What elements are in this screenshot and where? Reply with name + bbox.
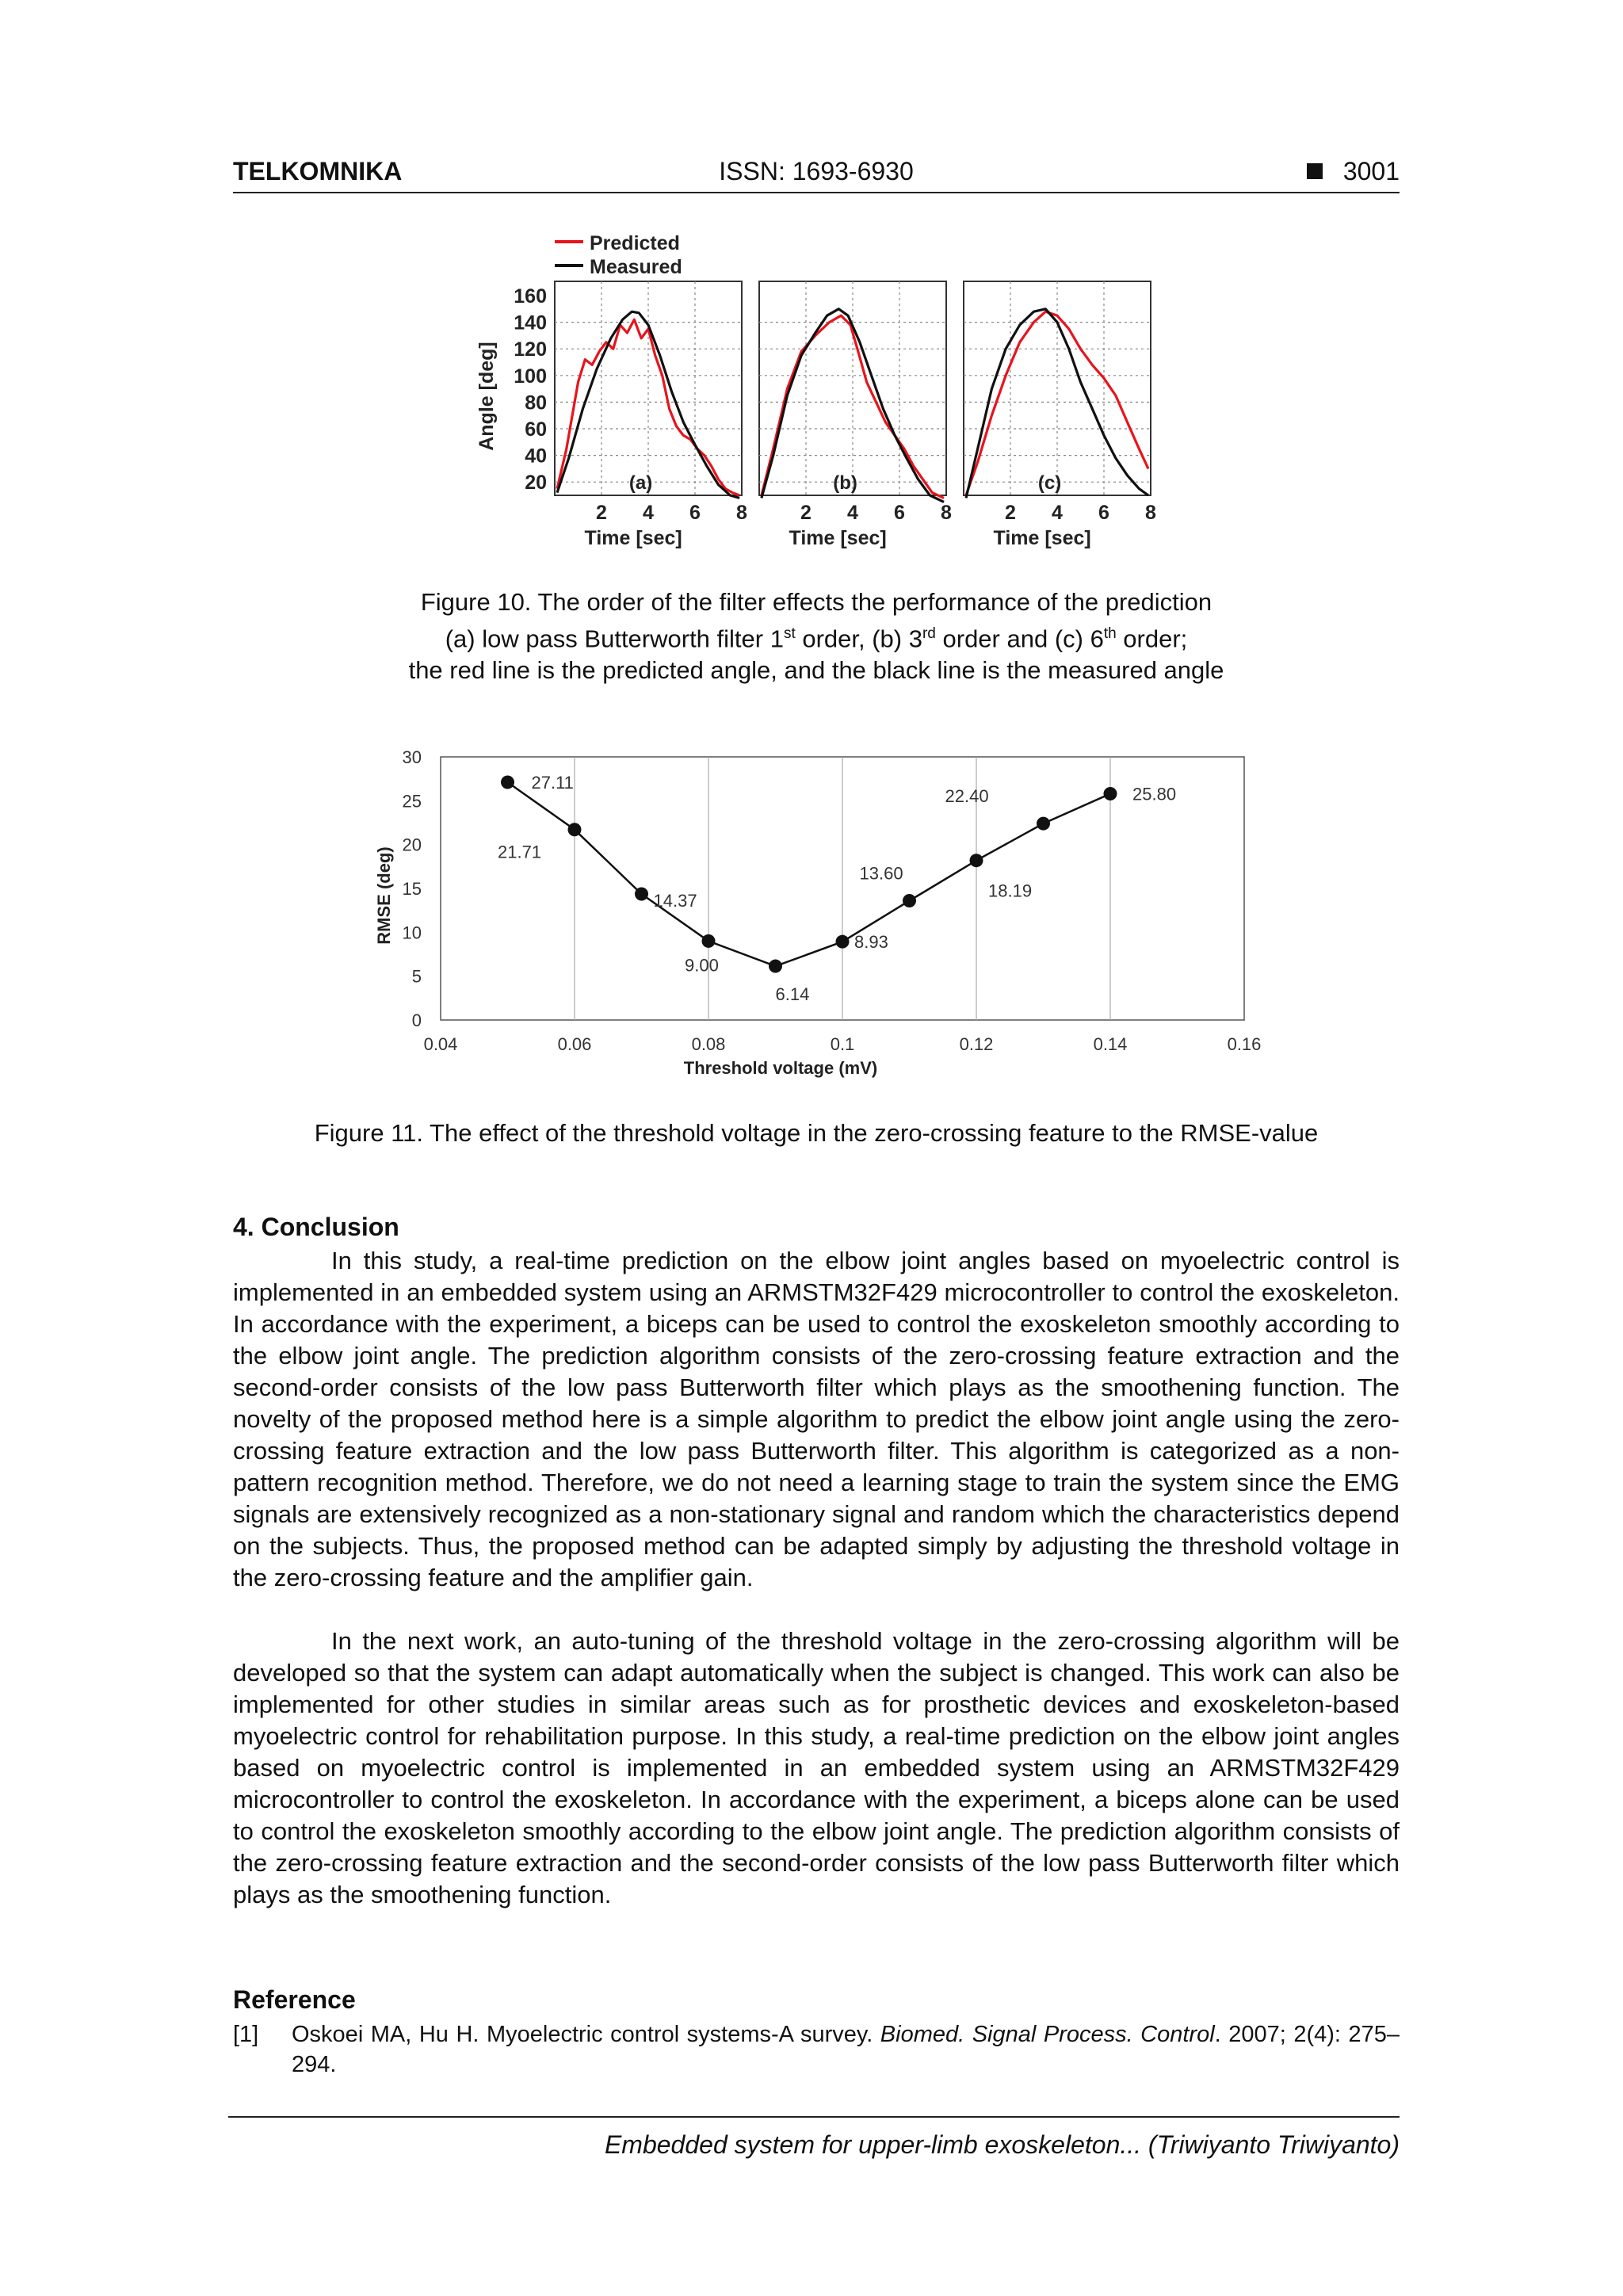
reference-heading: Reference (233, 1985, 356, 2014)
fig10-panel (555, 281, 747, 549)
fig11-data-label: 14.37 (653, 890, 697, 911)
fig11-data-label: 22.40 (945, 786, 989, 807)
page-header (233, 157, 1400, 193)
legend-predicted-label: Predicted (590, 232, 680, 254)
fig11-data-point (769, 960, 782, 973)
fig10-y-tick-label: 80 (525, 392, 547, 415)
fig10-x-tick-label: 8 (941, 502, 952, 524)
fig11-x-tick-label: 0.12 (959, 1034, 994, 1054)
caption-seg: order and (c) 6 (935, 625, 1104, 653)
reference-number: [1] (233, 2022, 259, 2047)
fig10-panel-label: (c) (1037, 472, 1062, 494)
fig10-y-tick-label: 100 (514, 365, 547, 388)
reference-journal: Biomed. Signal Process. Control (880, 2022, 1215, 2047)
fig10-y-axis-label: Angle [deg] (475, 342, 498, 451)
fig10-x-tick-label: 6 (894, 502, 905, 524)
fig10-x-tick-label: 6 (689, 502, 701, 524)
fig11-data-point (568, 823, 582, 836)
fig11-y-tick-label: 0 (411, 1010, 422, 1030)
fig10-legend (555, 232, 682, 278)
figure-11-chart (372, 737, 1284, 1086)
conclusion-paragraph-1 (233, 1245, 1400, 1594)
conclusion-p1-text: In this study, a real-time prediction on the elbow joint angles based on myoelectric control is implemented in an embedded system using an ARMSTM32F429 microcontroller to control the exoskeleton. In accordance with the experiment, a biceps can be used to control the exoskeleton smoothly according to the elbow joint angle. The prediction algorithm consists of the zero-crossing feature extraction and the second-order consists of the low pass Butterworth filter which plays as the smoothening function. The novelty of the proposed method here is a simple algorithm to predict the elbow joint angle using the zero-crossing feature extraction and the low pass Butterworth filter. This algorithm is categorized as a non-pattern recognition method. Therefore, we do not need a learning stage to train the system since the EMG signals are extensively recognized as a non-stationary signal and random which the characteristics depend on the subjects. Thus, the proposed method can be adapted simply by adjusting the threshold voltage in the zero-crossing feature and the amplifier gain. (233, 1247, 1400, 1591)
fig11-data-point (635, 887, 648, 900)
fig10-x-tick-label: 2 (800, 502, 812, 524)
reference-text (292, 2019, 1400, 2080)
fig11-data-label: 13.60 (859, 863, 903, 884)
page-number (1307, 157, 1400, 186)
fig10-panel (759, 281, 952, 549)
fig11-data-label: 25.80 (1132, 784, 1177, 804)
fig11-y-axis-label: RMSE (deg) (374, 846, 394, 945)
fig11-x-tick-label: 0.1 (830, 1034, 855, 1054)
figure-10-caption-line1: Figure 10. The order of the filter effects the performance of the prediction (420, 588, 1212, 616)
fig10-x-axis-label: Time [sec] (584, 527, 682, 549)
fig10-y-ticks (514, 285, 547, 494)
fig11-x-tick-label: 0.08 (691, 1034, 726, 1054)
fig10-x-tick-label: 4 (643, 502, 654, 524)
caption-sup: rd (922, 625, 936, 642)
page-footer (228, 2116, 1400, 2159)
fig10-x-tick-label: 2 (1005, 502, 1016, 524)
conclusion-p2-text: In the next work, an auto-tuning of the threshold voltage in the zero-crossing algorithm will be developed so that the system can adapt automatically when the subject is changed. This work can also be implemented for other studies in similar areas such as for prosthetic devices and exoskeleton-based myoelectric control for rehabilitation purpose. In this study, a real-time prediction on the elbow joint angles based on myoelectric control is implemented in an embedded system using an ARMSTM32F429 microcontroller to control the exoskeleton. In accordance with the experiment, a biceps alone can be used to control the exoskeleton smoothly according to the elbow joint angle. The prediction algorithm consists of the zero-crossing feature extraction and the second-order consists of the low pass Butterworth filter which plays as the smoothening function. (233, 1627, 1400, 1908)
fig11-data-label: 6.14 (775, 984, 810, 1005)
fig11-y-tick-label: 20 (402, 835, 422, 855)
fig11-data-point (1037, 817, 1050, 831)
fig11-data-point (702, 934, 716, 948)
caption-seg: order, (b) 3 (795, 625, 922, 653)
fig11-data-point (903, 894, 916, 907)
fig11-grid (441, 757, 1244, 1020)
figure-10-caption-line3: the red line is the predicted angle, and the black line is the measured angle (408, 656, 1224, 685)
conclusion-heading: 4. Conclusion (233, 1213, 399, 1241)
caption-sup: th (1103, 625, 1117, 642)
fig11-data-point (970, 854, 983, 867)
legend-measured-label: Measured (590, 256, 682, 278)
figure-11-caption: Figure 11. The effect of the threshold voltage in the zero-crossing feature to the RMSE-value (314, 1119, 1319, 1147)
fig10-panel (964, 281, 1156, 549)
fig11-x-axis-label: Threshold voltage (mV) (683, 1058, 878, 1078)
fig11-x-tick-label: 0.06 (557, 1034, 592, 1054)
reference-details: . 2007; 2(4): 275–294. (292, 2022, 1400, 2077)
fig11-data-point (836, 935, 850, 949)
fig10-x-axis-label: Time [sec] (789, 527, 887, 549)
fig11-data-label: 27.11 (531, 772, 574, 793)
fig11-data-point (501, 775, 514, 789)
page-number-text: 3001 (1342, 157, 1400, 185)
fig11-x-tick-label: 0.04 (423, 1034, 458, 1054)
footer-text: Embedded system for upper-limb exoskeleton... (Triwiyanto Triwiyanto) (604, 2130, 1400, 2159)
fig11-x-tick-label: 0.14 (1093, 1034, 1128, 1054)
fig11-y-tick-label: 15 (402, 879, 422, 899)
figure-10-chart (475, 226, 1173, 575)
fig10-panels (555, 281, 1156, 549)
reference-authors: Oskoei MA, Hu H. Myoelectric control systems-A survey. (292, 2022, 880, 2047)
fig10-y-tick-label: 40 (525, 445, 547, 468)
fig10-y-tick-label: 160 (514, 285, 547, 308)
caption-seg: order; (1116, 625, 1188, 653)
fig10-panel-label: (a) (628, 472, 653, 494)
fig10-x-tick-label: 6 (1098, 502, 1109, 524)
fig10-y-tick-label: 20 (525, 472, 547, 495)
fig10-x-tick-label: 2 (596, 502, 607, 524)
figure-10-caption-line2 (233, 618, 1400, 655)
fig11-data-label: 9.00 (685, 955, 719, 976)
fig11-x-tick-label: 0.16 (1227, 1034, 1262, 1054)
caption-seg: (a) low pass Butterworth filter 1 (445, 625, 784, 653)
fig10-x-tick-label: 8 (736, 502, 747, 524)
fig10-y-tick-label: 60 (525, 418, 547, 441)
fig10-y-tick-label: 140 (514, 311, 547, 334)
conclusion-paragraph-2 (233, 1626, 1400, 1911)
fig11-y-tick-label: 10 (402, 923, 422, 943)
fig11-data-label: 18.19 (988, 881, 1033, 901)
issn: ISSN: 1693-6930 (719, 157, 914, 185)
fig10-x-axis-label: Time [sec] (993, 527, 1091, 549)
journal-name: TELKOMNIKA (233, 157, 403, 185)
fig10-x-tick-label: 4 (1052, 502, 1063, 524)
fig10-y-tick-label: 120 (514, 338, 547, 361)
caption-sup: st (783, 625, 796, 642)
fig11-y-tick-label: 25 (402, 791, 422, 812)
fig11-y-tick-label: 30 (402, 747, 422, 767)
fig10-x-tick-label: 4 (847, 502, 858, 524)
fig10-x-tick-label: 8 (1145, 502, 1156, 524)
fig10-panel-label: (b) (833, 472, 857, 494)
fig11-data-label: 8.93 (854, 932, 888, 953)
figure-10-caption (233, 586, 1400, 686)
fig11-data-label: 21.71 (498, 842, 542, 862)
fig11-data-point (1104, 787, 1117, 800)
fig11-y-tick-label: 5 (411, 966, 422, 987)
square-bullet-icon (1307, 163, 1323, 179)
